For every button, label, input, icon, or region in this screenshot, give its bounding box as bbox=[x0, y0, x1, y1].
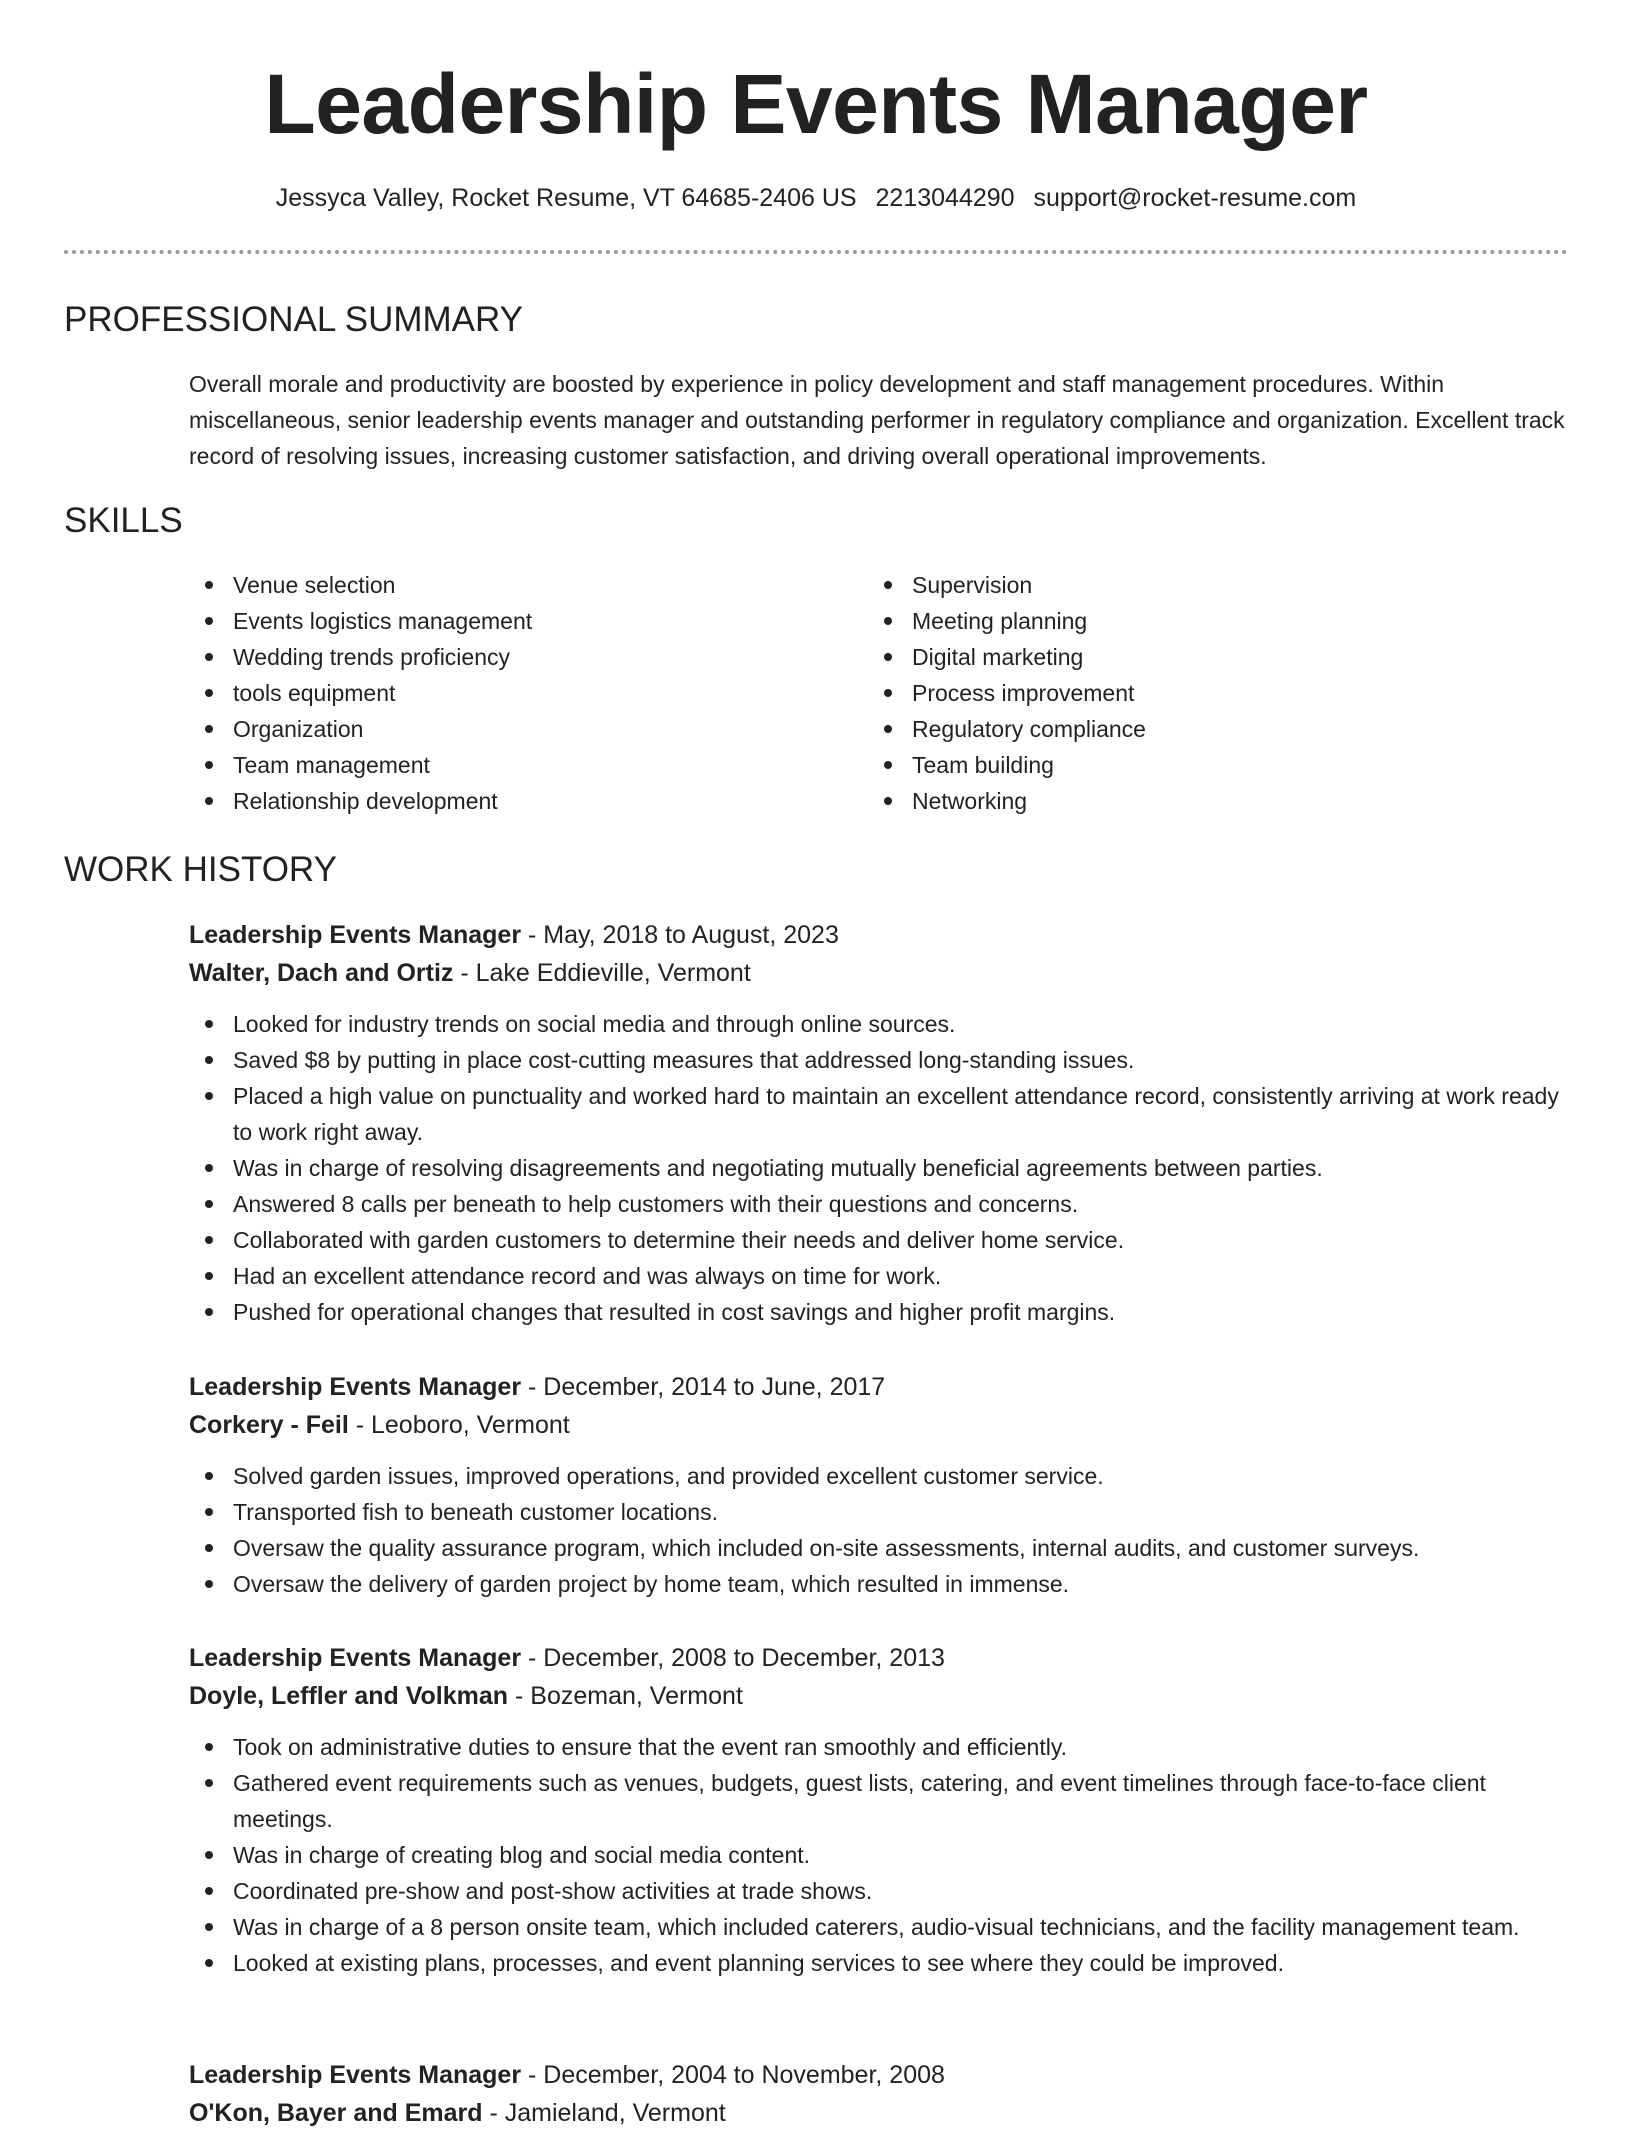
job-location: - Jamieland, Vermont bbox=[482, 2099, 726, 2127]
job-location: - Lake Eddieville, Vermont bbox=[453, 959, 751, 987]
job-company: Walter, Dach and Ortiz bbox=[189, 959, 454, 987]
job-duties-list bbox=[189, 1729, 1568, 1981]
job-entry bbox=[189, 916, 1568, 1330]
job-role: Leadership Events Manager bbox=[189, 1373, 522, 1401]
skill-item: Networking bbox=[868, 783, 1488, 819]
duty-item: Gathered event requirements such as venues, budgets, guest lists, catering, and event timelines through face-to-face client meetings. bbox=[189, 1765, 1568, 1837]
job-dates: - May, 2018 to August, 2023 bbox=[521, 921, 839, 949]
duty-item: Looked at existing plans, processes, and event planning services to see where they could be improved. bbox=[189, 1945, 1568, 1981]
job-title-line bbox=[189, 916, 1568, 954]
skills-list-right bbox=[868, 567, 1488, 819]
job-role: Leadership Events Manager bbox=[189, 1644, 522, 1672]
job-company: Corkery - Feil bbox=[189, 1411, 349, 1439]
job-company: O'Kon, Bayer and Emard bbox=[189, 2099, 483, 2127]
skill-item: Organization bbox=[189, 711, 809, 747]
job-company-line bbox=[189, 1677, 1568, 1715]
job-role: Leadership Events Manager bbox=[189, 2061, 522, 2089]
job-title-line bbox=[189, 1368, 1568, 1406]
duty-item: Was in charge of a 8 person onsite team, which included caterers, audio-visual technicians, and the facility management team. bbox=[189, 1909, 1568, 1945]
job-company-line bbox=[189, 954, 1568, 992]
skill-item: Venue selection bbox=[189, 567, 809, 603]
duty-item: Answered 8 calls per beneath to help customers with their questions and concerns. bbox=[189, 1186, 1568, 1222]
duty-item: Was in charge of creating blog and social media content. bbox=[189, 1837, 1568, 1873]
skill-item: Relationship development bbox=[189, 783, 809, 819]
work-history-heading: WORK HISTORY bbox=[64, 850, 337, 889]
job-entry bbox=[189, 1368, 1568, 1602]
skill-item: Meeting planning bbox=[868, 603, 1488, 639]
job-entry bbox=[189, 1639, 1568, 1981]
job-entry bbox=[189, 2056, 1568, 2132]
summary-heading: PROFESSIONAL SUMMARY bbox=[64, 300, 523, 339]
duty-item: Looked for industry trends on social media and through online sources. bbox=[189, 1006, 1568, 1042]
job-company-line bbox=[189, 1406, 1568, 1444]
job-company-line bbox=[189, 2094, 1568, 2132]
job-duties-list bbox=[189, 1006, 1568, 1330]
skill-item: Digital marketing bbox=[868, 639, 1488, 675]
duty-item: Placed a high value on punctuality and worked hard to maintain an excellent attendance record, consistently arriving at work ready to work right away. bbox=[189, 1078, 1568, 1150]
duty-item: Solved garden issues, improved operations, and provided excellent customer service. bbox=[189, 1458, 1568, 1494]
job-title-line bbox=[189, 2056, 1568, 2094]
duty-item: Oversaw the delivery of garden project by home team, which resulted in immense. bbox=[189, 1566, 1568, 1602]
resume-name-title: Leadership Events Manager bbox=[264, 57, 1368, 151]
duty-item: Had an excellent attendance record and was always on time for work. bbox=[189, 1258, 1568, 1294]
skill-item: Supervision bbox=[868, 567, 1488, 603]
job-company: Doyle, Leffler and Volkman bbox=[189, 1682, 509, 1710]
duty-item: Coordinated pre-show and post-show activities at trade shows. bbox=[189, 1873, 1568, 1909]
skill-item: Wedding trends proficiency bbox=[189, 639, 809, 675]
skills-heading: SKILLS bbox=[64, 501, 183, 540]
contact-line bbox=[0, 182, 1632, 214]
contact-address: Jessyca Valley, Rocket Resume, VT 64685-2406 US bbox=[275, 184, 857, 212]
job-location: - Bozeman, Vermont bbox=[508, 1682, 743, 1710]
job-dates: - December, 2004 to November, 2008 bbox=[521, 2061, 945, 2089]
skill-item: Team management bbox=[189, 747, 809, 783]
duty-item: Pushed for operational changes that resulted in cost savings and higher profit margins. bbox=[189, 1294, 1568, 1330]
duty-item: Was in charge of resolving disagreements and negotiating mutually beneficial agreements between parties. bbox=[189, 1150, 1568, 1186]
duty-item: Saved $8 by putting in place cost-cutting measures that addressed long-standing issues. bbox=[189, 1042, 1568, 1078]
job-duties-list bbox=[189, 1458, 1568, 1602]
duty-item: Took on administrative duties to ensure that the event ran smoothly and efficiently. bbox=[189, 1729, 1568, 1765]
contact-email: support@rocket-resume.com bbox=[1033, 184, 1357, 212]
duty-item: Oversaw the quality assurance program, which included on-site assessments, internal audits, and customer surveys. bbox=[189, 1530, 1568, 1566]
skill-item: Process improvement bbox=[868, 675, 1488, 711]
skill-item: Events logistics management bbox=[189, 603, 809, 639]
summary-text: Overall morale and productivity are boosted by experience in policy development and staff management procedures. Within miscellaneous, senior leadership events manager and outstanding performer in regulatory compliance and organization. Excellent track record of resolving issues, increasing customer satisfaction, and driving overall operational improvements. bbox=[189, 371, 1565, 469]
job-title-line bbox=[189, 1639, 1568, 1677]
contact-phone: 2213044290 bbox=[875, 184, 1015, 212]
duty-item: Transported fish to beneath customer locations. bbox=[189, 1494, 1568, 1530]
header-divider bbox=[64, 250, 1568, 254]
skill-item: tools equipment bbox=[189, 675, 809, 711]
skill-item: Team building bbox=[868, 747, 1488, 783]
skills-list-left bbox=[189, 567, 809, 819]
duty-item: Collaborated with garden customers to determine their needs and deliver home service. bbox=[189, 1222, 1568, 1258]
job-dates: - December, 2008 to December, 2013 bbox=[521, 1644, 945, 1672]
job-dates: - December, 2014 to June, 2017 bbox=[521, 1373, 886, 1401]
job-location: - Leoboro, Vermont bbox=[348, 1411, 570, 1439]
job-role: Leadership Events Manager bbox=[189, 921, 522, 949]
skill-item: Regulatory compliance bbox=[868, 711, 1488, 747]
